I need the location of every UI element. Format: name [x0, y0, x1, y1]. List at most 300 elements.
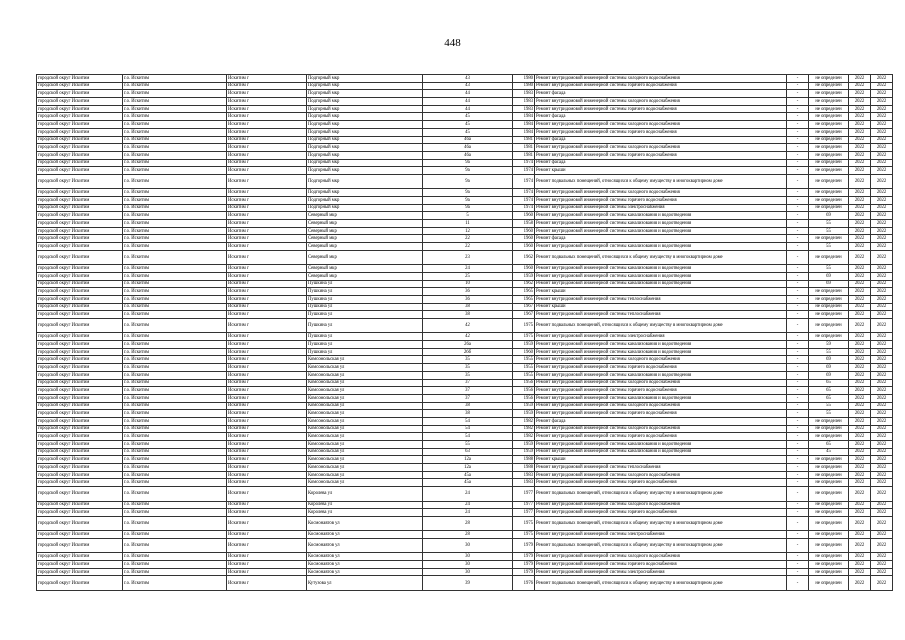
cell-cost: 55	[809, 265, 849, 273]
cell-district: городской округ Искитим	[37, 128, 123, 136]
cell-year-from: 2022	[849, 227, 871, 235]
cell-dash: -	[787, 553, 809, 561]
cell-year-built: 1959	[513, 341, 535, 349]
cell-district: городской округ Искитим	[37, 105, 123, 113]
cell-year-built: 1983	[513, 479, 535, 487]
cell-year-from: 2022	[849, 189, 871, 197]
cell-year-to: 2022	[871, 167, 893, 175]
cell-municipality: г.о. Искитим	[123, 189, 227, 197]
cell-dash: -	[787, 471, 809, 479]
cell-street: Подгорный мкр	[307, 105, 423, 113]
cell-settlement: Искитим г	[227, 151, 307, 159]
cell-work-type: Ремонт внутридомовой инженерной системы горячего водоснабжения	[535, 105, 787, 113]
cell-settlement: Искитим г	[227, 82, 307, 90]
cell-municipality: г.о. Искитим	[123, 448, 227, 456]
cell-year-to: 2022	[871, 394, 893, 402]
cell-settlement: Искитим г	[227, 471, 307, 479]
cell-year-built: 1974	[513, 159, 535, 167]
cell-cost: не определен	[809, 487, 849, 501]
cell-year-to: 2022	[871, 311, 893, 319]
cell-year-from: 2022	[849, 197, 871, 205]
cell-year-built: 1965	[513, 295, 535, 303]
cell-year-to: 2022	[871, 448, 893, 456]
cell-cost: 69	[809, 280, 849, 288]
table-row	[37, 204, 893, 212]
cell-municipality: г.о. Искитим	[123, 553, 227, 561]
cell-year-from: 2022	[849, 501, 871, 509]
cell-house-number: 44	[423, 105, 513, 113]
cell-settlement: Искитим г	[227, 417, 307, 425]
cell-settlement: Искитим г	[227, 348, 307, 356]
cell-settlement: Искитим г	[227, 136, 307, 144]
table-row	[37, 75, 893, 83]
cell-municipality: г.о. Искитим	[123, 280, 227, 288]
cell-house-number: 45	[423, 121, 513, 129]
cell-dash: -	[787, 197, 809, 205]
cell-district: городской округ Искитим	[37, 197, 123, 205]
cell-district: городской округ Искитим	[37, 464, 123, 472]
cell-municipality: г.о. Искитим	[123, 379, 227, 387]
cell-year-from: 2022	[849, 471, 871, 479]
cell-year-from: 2022	[849, 387, 871, 395]
cell-cost: не определен	[809, 576, 849, 590]
cell-year-built: 1955	[513, 364, 535, 372]
cell-municipality: г.о. Искитим	[123, 433, 227, 441]
cell-house-number: 9а	[423, 204, 513, 212]
cell-work-type: Ремонт фасада	[535, 113, 787, 121]
cell-dash: -	[787, 394, 809, 402]
cell-year-built: 1960	[513, 348, 535, 356]
cell-dash: -	[787, 75, 809, 83]
cell-municipality: г.о. Искитим	[123, 167, 227, 175]
cell-municipality: г.о. Искитим	[123, 387, 227, 395]
table-row	[37, 341, 893, 349]
cell-district: городской округ Искитим	[37, 311, 123, 319]
cell-year-from: 2022	[849, 425, 871, 433]
cell-year-to: 2022	[871, 464, 893, 472]
cell-street: Комсомольская ул	[307, 471, 423, 479]
table-row	[37, 509, 893, 517]
cell-settlement: Искитим г	[227, 250, 307, 264]
table-row	[37, 356, 893, 364]
cell-street: Подгорный мкр	[307, 159, 423, 167]
cell-street: Подгорный мкр	[307, 75, 423, 83]
cell-street: Северный мкр	[307, 212, 423, 220]
cell-district: городской округ Искитим	[37, 539, 123, 553]
cell-work-type: Ремонт внутридомовой инженерной системы горячего водоснабжения	[535, 364, 787, 372]
cell-settlement: Искитим г	[227, 75, 307, 83]
cell-settlement: Искитим г	[227, 319, 307, 333]
cell-year-built: 1979	[513, 561, 535, 569]
cell-municipality: г.о. Искитим	[123, 356, 227, 364]
cell-year-built: 1981	[513, 136, 535, 144]
cell-district: городской округ Искитим	[37, 272, 123, 280]
cell-dash: -	[787, 272, 809, 280]
cell-cost: не определен	[809, 98, 849, 106]
cell-work-type: Ремонт внутридомовой инженерной системы канализования и водоотведения	[535, 227, 787, 235]
table-row	[37, 280, 893, 288]
cell-district: городской округ Искитим	[37, 348, 123, 356]
cell-year-from: 2022	[849, 159, 871, 167]
cell-street: Подгорный мкр	[307, 204, 423, 212]
cell-house-number: 24	[423, 509, 513, 517]
cell-year-from: 2022	[849, 151, 871, 159]
cell-district: городской округ Искитим	[37, 576, 123, 590]
cell-house-number: 63	[423, 448, 513, 456]
cell-year-built: 1974	[513, 167, 535, 175]
cell-work-type: Ремонт внутридомовой инженерной системы холодного водоснабжения	[535, 402, 787, 410]
cell-street: Космонавтов ул	[307, 561, 423, 569]
cell-street: Подгорный мкр	[307, 174, 423, 188]
cell-cost: 65	[809, 387, 849, 395]
cell-cost: не определен	[809, 531, 849, 539]
cell-year-to: 2022	[871, 212, 893, 220]
cell-dash: -	[787, 356, 809, 364]
cell-settlement: Искитим г	[227, 243, 307, 251]
cell-year-from: 2022	[849, 441, 871, 449]
cell-work-type: Ремонт внутридомовой инженерной системы горячего водоснабжения	[535, 561, 787, 569]
cell-district: городской округ Искитим	[37, 479, 123, 487]
cell-cost: не определен	[809, 303, 849, 311]
cell-work-type: Ремонт внутридомовой инженерной системы канализования и водоотведения	[535, 441, 787, 449]
cell-street: Подгорный мкр	[307, 167, 423, 175]
cell-municipality: г.о. Искитим	[123, 295, 227, 303]
cell-work-type: Ремонт внутридомовой инженерной системы канализования и водоотведения	[535, 212, 787, 220]
cell-district: городской округ Искитим	[37, 212, 123, 220]
table-row	[37, 448, 893, 456]
cell-cost: не определен	[809, 75, 849, 83]
cell-street: Пушкина ул	[307, 295, 423, 303]
cell-year-to: 2022	[871, 509, 893, 517]
cell-year-built: 1977	[513, 487, 535, 501]
cell-municipality: г.о. Искитим	[123, 410, 227, 418]
cell-settlement: Искитим г	[227, 487, 307, 501]
cell-year-to: 2022	[871, 516, 893, 530]
cell-district: городской округ Искитим	[37, 425, 123, 433]
cell-municipality: г.о. Искитим	[123, 425, 227, 433]
cell-cost: не определен	[809, 121, 849, 129]
cell-cost: 69	[809, 364, 849, 372]
cell-settlement: Искитим г	[227, 410, 307, 418]
cell-district: городской округ Искитим	[37, 364, 123, 372]
cell-municipality: г.о. Искитим	[123, 220, 227, 228]
cell-house-number: 12	[423, 227, 513, 235]
cell-year-to: 2022	[871, 561, 893, 569]
cell-municipality: г.о. Искитим	[123, 509, 227, 517]
cell-settlement: Искитим г	[227, 113, 307, 121]
cell-dash: -	[787, 509, 809, 517]
table-row	[37, 189, 893, 197]
cell-dash: -	[787, 265, 809, 273]
cell-municipality: г.о. Искитим	[123, 371, 227, 379]
cell-year-to: 2022	[871, 341, 893, 349]
cell-year-to: 2022	[871, 479, 893, 487]
cell-street: Подгорный мкр	[307, 98, 423, 106]
cell-municipality: г.о. Искитим	[123, 98, 227, 106]
cell-house-number: 44	[423, 90, 513, 98]
cell-municipality: г.о. Искитим	[123, 501, 227, 509]
cell-year-from: 2022	[849, 136, 871, 144]
cell-street: Комсомольская ул	[307, 356, 423, 364]
cell-year-built: 1965	[513, 288, 535, 296]
cell-year-from: 2022	[849, 90, 871, 98]
cell-settlement: Искитим г	[227, 531, 307, 539]
cell-year-from: 2022	[849, 272, 871, 280]
cell-settlement: Искитим г	[227, 128, 307, 136]
table-row	[37, 98, 893, 106]
cell-work-type: Ремонт подвальных помещений, относящихся к общему имуществу в многоквартирном доме	[535, 174, 787, 188]
cell-house-number: 37	[423, 394, 513, 402]
cell-cost: 55	[809, 227, 849, 235]
cell-work-type: Ремонт внутридомовой инженерной системы холодного водоснабжения	[535, 144, 787, 152]
cell-settlement: Искитим г	[227, 144, 307, 152]
cell-year-from: 2022	[849, 356, 871, 364]
cell-year-built: 1979	[513, 553, 535, 561]
cell-house-number: 12а	[423, 464, 513, 472]
cell-dash: -	[787, 441, 809, 449]
cell-cost: не определен	[809, 479, 849, 487]
cell-street: Северный мкр	[307, 265, 423, 273]
cell-year-to: 2022	[871, 272, 893, 280]
cell-work-type: Ремонт внутридомовой инженерной системы холодного водоснабжения	[535, 379, 787, 387]
cell-year-to: 2022	[871, 531, 893, 539]
cell-dash: -	[787, 204, 809, 212]
cell-year-built: 1982	[513, 425, 535, 433]
cell-work-type: Ремонт внутридомовой инженерной системы горячего водоснабжения	[535, 128, 787, 136]
cell-year-from: 2022	[849, 288, 871, 296]
cell-year-built: 1975	[513, 531, 535, 539]
cell-year-from: 2022	[849, 379, 871, 387]
cell-cost: не определен	[809, 113, 849, 121]
cell-settlement: Искитим г	[227, 433, 307, 441]
cell-work-type: Ремонт внутридомовой инженерной системы канализования и водоотведения	[535, 280, 787, 288]
cell-year-to: 2022	[871, 295, 893, 303]
cell-cost: не определен	[809, 561, 849, 569]
cell-work-type: Ремонт внутридомовой инженерной системы теплоснабжения	[535, 464, 787, 472]
cell-year-from: 2022	[849, 167, 871, 175]
cell-year-built: 1984	[513, 128, 535, 136]
cell-house-number: 25	[423, 272, 513, 280]
cell-district: городской округ Искитим	[37, 471, 123, 479]
cell-year-to: 2022	[871, 371, 893, 379]
cell-year-built: 1983	[513, 105, 535, 113]
cell-dash: -	[787, 464, 809, 472]
cell-settlement: Искитим г	[227, 265, 307, 273]
cell-year-to: 2022	[871, 82, 893, 90]
cell-year-to: 2022	[871, 105, 893, 113]
cell-district: городской округ Искитим	[37, 90, 123, 98]
cell-street: Северный мкр	[307, 220, 423, 228]
cell-dash: -	[787, 539, 809, 553]
cell-year-built: 1956	[513, 379, 535, 387]
cell-dash: -	[787, 371, 809, 379]
cell-year-to: 2022	[871, 220, 893, 228]
table-row	[37, 425, 893, 433]
cell-cost: не определен	[809, 464, 849, 472]
cell-dash: -	[787, 136, 809, 144]
cell-year-built: 1962	[513, 280, 535, 288]
cell-year-built: 1959	[513, 272, 535, 280]
table-row	[37, 90, 893, 98]
cell-street: Подгорный мкр	[307, 151, 423, 159]
cell-dash: -	[787, 227, 809, 235]
cell-work-type: Ремонт внутридомовой инженерной системы холодного водоснабжения	[535, 553, 787, 561]
cell-municipality: г.о. Искитим	[123, 341, 227, 349]
table-row	[37, 531, 893, 539]
table-row	[37, 576, 893, 590]
cell-year-to: 2022	[871, 227, 893, 235]
cell-municipality: г.о. Искитим	[123, 243, 227, 251]
cell-street: Комсомольская ул	[307, 371, 423, 379]
cell-work-type: Ремонт внутридомовой инженерной системы канализования и водоотведения	[535, 348, 787, 356]
cell-year-from: 2022	[849, 113, 871, 121]
cell-cost: не определен	[809, 501, 849, 509]
cell-municipality: г.о. Искитим	[123, 464, 227, 472]
cell-cost: 65	[809, 379, 849, 387]
cell-street: Комсомольская ул	[307, 387, 423, 395]
cell-district: городской округ Искитим	[37, 159, 123, 167]
cell-dash: -	[787, 433, 809, 441]
cell-dash: -	[787, 128, 809, 136]
table-row	[37, 227, 893, 235]
cell-year-to: 2022	[871, 288, 893, 296]
cell-municipality: г.о. Искитим	[123, 487, 227, 501]
cell-house-number: 38	[423, 311, 513, 319]
cell-work-type: Ремонт внутридомовой инженерной системы холодного водоснабжения	[535, 471, 787, 479]
cell-street: Северный мкр	[307, 250, 423, 264]
cell-year-built: 1988	[513, 464, 535, 472]
cell-settlement: Искитим г	[227, 303, 307, 311]
cell-settlement: Искитим г	[227, 479, 307, 487]
cell-year-from: 2022	[849, 516, 871, 530]
cell-street: Комсомольская ул	[307, 479, 423, 487]
cell-cost: 55	[809, 243, 849, 251]
cell-year-built: 1983	[513, 90, 535, 98]
cell-year-to: 2022	[871, 471, 893, 479]
cell-dash: -	[787, 531, 809, 539]
cell-work-type: Ремонт внутридомовой инженерной системы горячего водоснабжения	[535, 433, 787, 441]
cell-district: городской округ Искитим	[37, 280, 123, 288]
cell-settlement: Искитим г	[227, 394, 307, 402]
cell-house-number: 10	[423, 280, 513, 288]
cell-year-to: 2022	[871, 174, 893, 188]
cell-cost: не определен	[809, 159, 849, 167]
table-row	[37, 464, 893, 472]
cell-year-to: 2022	[871, 144, 893, 152]
cell-municipality: г.о. Искитим	[123, 144, 227, 152]
cell-house-number: 54	[423, 425, 513, 433]
cell-cost: 55	[809, 402, 849, 410]
cell-settlement: Искитим г	[227, 204, 307, 212]
cell-street: Подгорный мкр	[307, 90, 423, 98]
cell-year-built: 1974	[513, 197, 535, 205]
cell-street: Пушкина ул	[307, 333, 423, 341]
cell-year-built: 1981	[513, 151, 535, 159]
cell-municipality: г.о. Искитим	[123, 394, 227, 402]
cell-cost: не определен	[809, 250, 849, 264]
cell-year-from: 2022	[849, 487, 871, 501]
cell-year-from: 2022	[849, 576, 871, 590]
cell-house-number: 36	[423, 288, 513, 296]
cell-year-from: 2022	[849, 479, 871, 487]
cell-settlement: Искитим г	[227, 371, 307, 379]
table-row	[37, 136, 893, 144]
cell-district: городской округ Искитим	[37, 204, 123, 212]
cell-year-to: 2022	[871, 441, 893, 449]
cell-dash: -	[787, 243, 809, 251]
cell-year-from: 2022	[849, 295, 871, 303]
cell-settlement: Искитим г	[227, 568, 307, 576]
cell-dash: -	[787, 341, 809, 349]
cell-dash: -	[787, 280, 809, 288]
cell-house-number: 30	[423, 553, 513, 561]
cell-district: городской округ Искитим	[37, 402, 123, 410]
table-row	[37, 174, 893, 188]
cell-district: городской округ Искитим	[37, 288, 123, 296]
cell-house-number: 54	[423, 433, 513, 441]
table-row	[37, 311, 893, 319]
cell-year-to: 2022	[871, 75, 893, 83]
cell-district: городской округ Искитим	[37, 227, 123, 235]
cell-cost: 55	[809, 348, 849, 356]
cell-street: Комсомольская ул	[307, 402, 423, 410]
cell-work-type: Ремонт подвальных помещений, относящихся к общему имуществу в многоквартирном доме	[535, 487, 787, 501]
cell-settlement: Искитим г	[227, 456, 307, 464]
cell-year-to: 2022	[871, 379, 893, 387]
cell-work-type: Ремонт внутридомовой инженерной системы канализования и водоотведения	[535, 243, 787, 251]
cell-settlement: Искитим г	[227, 576, 307, 590]
cell-street: Космонавтов ул	[307, 553, 423, 561]
cell-dash: -	[787, 82, 809, 90]
cell-street: Подгорный мкр	[307, 121, 423, 129]
cell-year-to: 2022	[871, 348, 893, 356]
cell-work-type: Ремонт внутридомовой инженерной системы канализования и водоотведения	[535, 341, 787, 349]
cell-house-number: 35	[423, 356, 513, 364]
cell-dash: -	[787, 235, 809, 243]
cell-cost: 65	[809, 394, 849, 402]
cell-year-to: 2022	[871, 333, 893, 341]
cell-year-to: 2022	[871, 151, 893, 159]
cell-dash: -	[787, 479, 809, 487]
cell-work-type: Ремонт внутридомовой инженерной системы холодного водоснабжения	[535, 425, 787, 433]
cell-year-to: 2022	[871, 356, 893, 364]
cell-settlement: Искитим г	[227, 235, 307, 243]
cell-cost: 69	[809, 356, 849, 364]
cell-work-type: Ремонт внутридомовой инженерной системы холодного водоснабжения	[535, 75, 787, 83]
cell-settlement: Искитим г	[227, 159, 307, 167]
cell-district: городской округ Искитим	[37, 410, 123, 418]
cell-municipality: г.о. Искитим	[123, 479, 227, 487]
cell-work-type: Ремонт внутридомовой инженерной системы холодного водоснабжения	[535, 98, 787, 106]
cell-year-to: 2022	[871, 402, 893, 410]
cell-house-number: 35	[423, 371, 513, 379]
cell-year-from: 2022	[849, 105, 871, 113]
cell-settlement: Искитим г	[227, 189, 307, 197]
cell-dash: -	[787, 167, 809, 175]
cell-settlement: Искитим г	[227, 280, 307, 288]
cell-cost: не определен	[809, 568, 849, 576]
cell-year-built: 1956	[513, 394, 535, 402]
cell-street: Подгорный мкр	[307, 113, 423, 121]
cell-street: Космонавтов ул	[307, 568, 423, 576]
table-row	[37, 371, 893, 379]
table-row	[37, 250, 893, 264]
cell-district: городской округ Искитим	[37, 553, 123, 561]
cell-settlement: Искитим г	[227, 121, 307, 129]
cell-dash: -	[787, 576, 809, 590]
cell-house-number: 54	[423, 417, 513, 425]
cell-house-number: 9а	[423, 197, 513, 205]
